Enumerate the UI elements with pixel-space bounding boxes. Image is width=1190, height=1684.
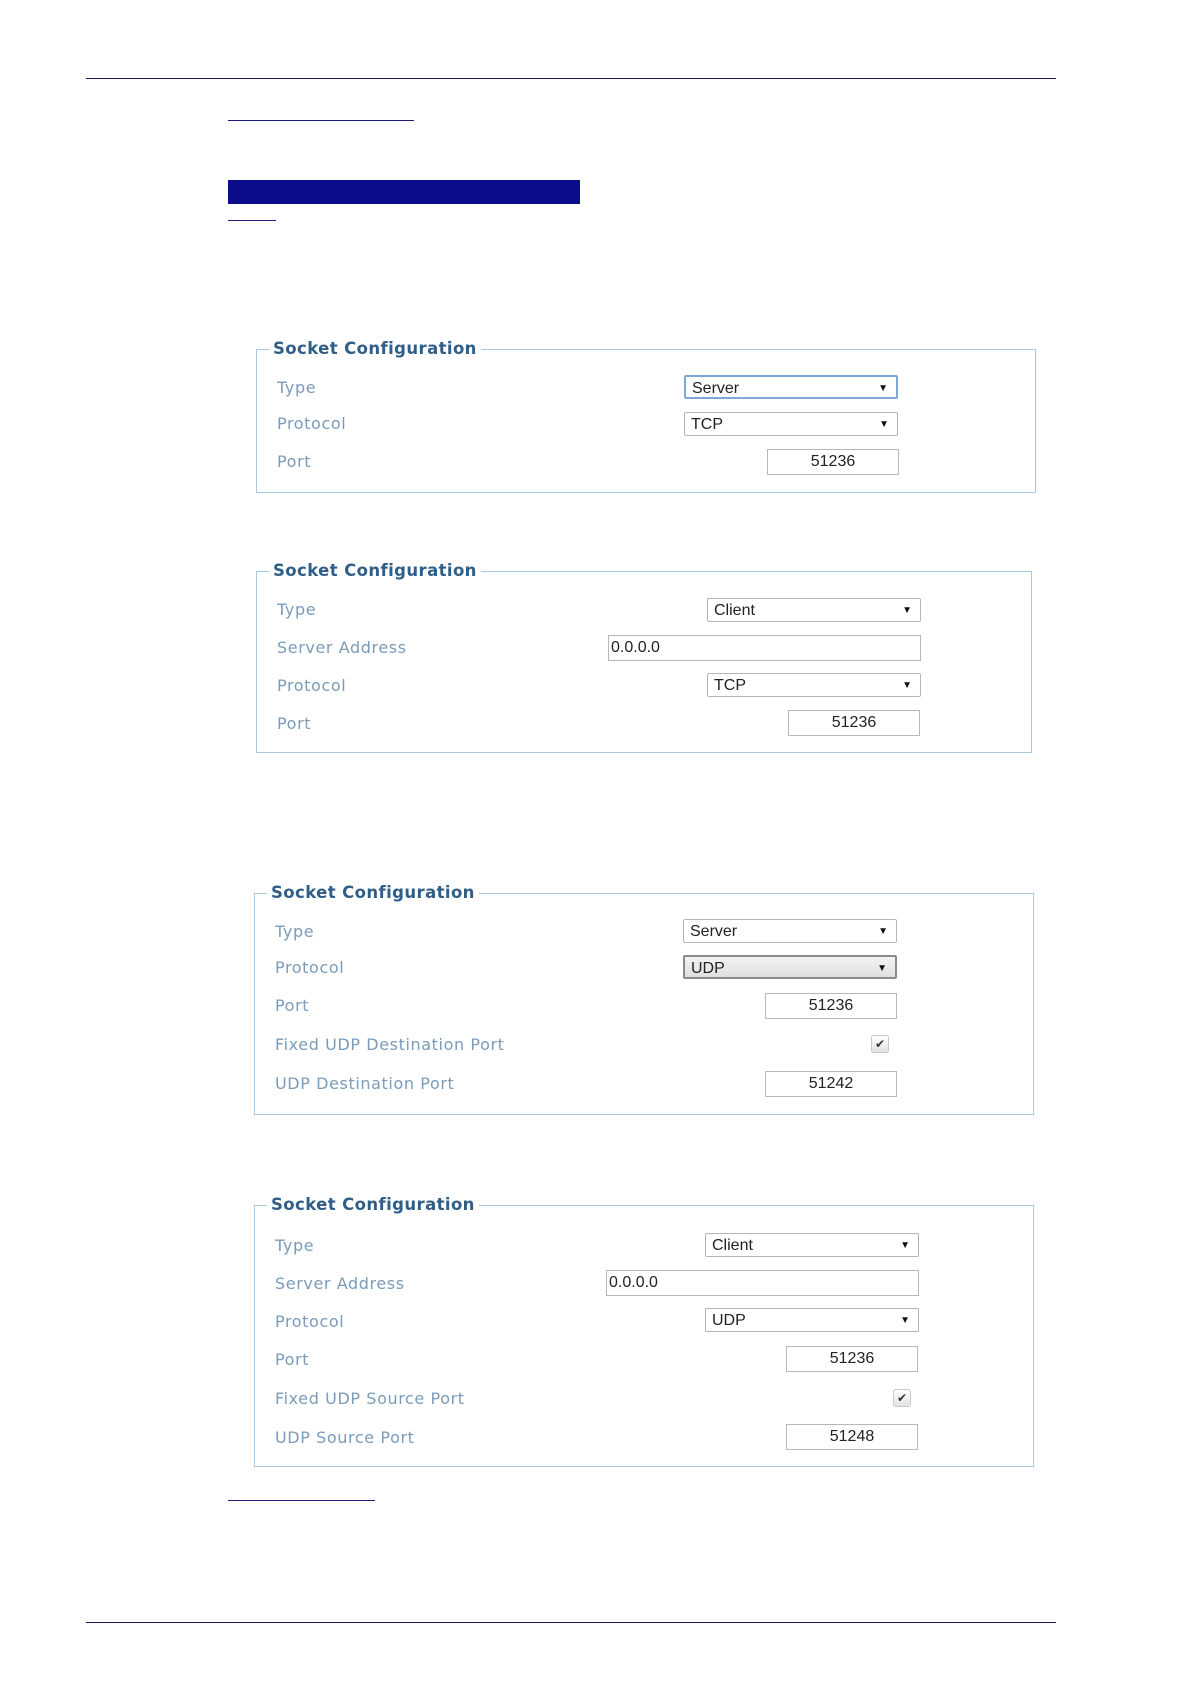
socket-config-panel-server-tcp: [256, 339, 1036, 493]
type-select[interactable]: [705, 1233, 919, 1257]
protocol-select-value: UDP: [712, 1312, 746, 1329]
type-select[interactable]: [684, 375, 898, 399]
underline-decoration: [228, 1500, 375, 1501]
port-label: Port: [277, 452, 312, 471]
panel-legend: Socket Configuration: [269, 560, 481, 582]
underline-decoration: [228, 220, 276, 221]
protocol-select-value: TCP: [691, 416, 723, 433]
udp-destination-port-label: UDP Destination Port: [275, 1074, 455, 1093]
protocol-label: Protocol: [275, 1312, 345, 1331]
dropdown-arrow-icon: ▼: [900, 1240, 910, 1251]
type-select[interactable]: [683, 919, 897, 943]
udp-destination-port-input-value: 51242: [808, 1075, 854, 1092]
fixed-udp-source-port-checkbox[interactable]: [893, 1389, 911, 1407]
protocol-select-value: TCP: [714, 677, 746, 694]
port-input-value: 51236: [829, 1350, 875, 1367]
port-label: Port: [275, 996, 310, 1015]
protocol-label: Protocol: [275, 958, 345, 977]
port-input[interactable]: [788, 710, 920, 736]
type-label: Type: [275, 922, 315, 941]
port-input[interactable]: [765, 993, 897, 1019]
checkmark-icon: ✔: [874, 1037, 886, 1051]
panel-legend: Socket Configuration: [267, 1194, 479, 1216]
fixed-udp-source-port-label: Fixed UDP Source Port: [275, 1389, 465, 1408]
type-label: Type: [275, 1236, 315, 1255]
highlight-bar: [228, 180, 580, 204]
panel-legend: Socket Configuration: [267, 882, 479, 904]
socket-config-panel-client-tcp: [256, 561, 1032, 753]
socket-config-panel-client-udp: [254, 1195, 1034, 1467]
type-select-value: Server: [690, 923, 738, 940]
type-label: Type: [277, 378, 317, 397]
type-label: Type: [277, 600, 317, 619]
dropdown-arrow-icon: ▼: [878, 383, 888, 394]
panel-legend: Socket Configuration: [269, 338, 481, 360]
protocol-select[interactable]: [684, 412, 898, 436]
port-input-value: 51236: [808, 997, 854, 1014]
dropdown-arrow-icon: ▼: [902, 605, 912, 616]
udp-source-port-label: UDP Source Port: [275, 1428, 415, 1447]
footer-rule: [86, 1622, 1056, 1623]
fixed-udp-destination-port-label: Fixed UDP Destination Port: [275, 1035, 505, 1054]
server-address-label: Server Address: [277, 638, 407, 657]
dropdown-arrow-icon: ▼: [902, 680, 912, 691]
header-rule: [86, 78, 1056, 79]
protocol-select[interactable]: [705, 1308, 919, 1332]
type-select-value: Server: [692, 380, 740, 397]
dropdown-arrow-icon: ▼: [878, 926, 888, 937]
port-input[interactable]: [786, 1346, 918, 1372]
server-address-input[interactable]: [606, 1270, 919, 1296]
dropdown-arrow-icon: ▼: [900, 1315, 910, 1326]
port-label: Port: [277, 714, 312, 733]
protocol-select[interactable]: [707, 673, 921, 697]
udp-destination-port-input[interactable]: [765, 1071, 897, 1097]
underline-decoration: [228, 120, 414, 121]
server-address-label: Server Address: [275, 1274, 405, 1293]
protocol-label: Protocol: [277, 414, 347, 433]
port-input[interactable]: [767, 449, 899, 475]
port-input-value: 51236: [810, 453, 856, 470]
socket-config-panel-server-udp: [254, 883, 1034, 1115]
dropdown-arrow-icon: ▼: [877, 963, 887, 974]
udp-source-port-input-value: 51248: [829, 1428, 875, 1445]
protocol-label: Protocol: [277, 676, 347, 695]
type-select[interactable]: [707, 598, 921, 622]
port-label: Port: [275, 1350, 310, 1369]
port-input-value: 51236: [831, 714, 877, 731]
udp-source-port-input[interactable]: [786, 1424, 918, 1450]
fixed-udp-destination-port-checkbox[interactable]: [871, 1035, 889, 1053]
type-select-value: Client: [712, 1237, 753, 1254]
type-select-value: Client: [714, 602, 755, 619]
checkmark-icon: ✔: [896, 1391, 908, 1405]
protocol-select[interactable]: [683, 955, 897, 979]
protocol-select-value: UDP: [691, 960, 725, 977]
server-address-input-value: 0.0.0.0: [611, 639, 660, 656]
server-address-input-value: 0.0.0.0: [609, 1274, 658, 1291]
server-address-input[interactable]: [608, 635, 921, 661]
dropdown-arrow-icon: ▼: [879, 419, 889, 430]
